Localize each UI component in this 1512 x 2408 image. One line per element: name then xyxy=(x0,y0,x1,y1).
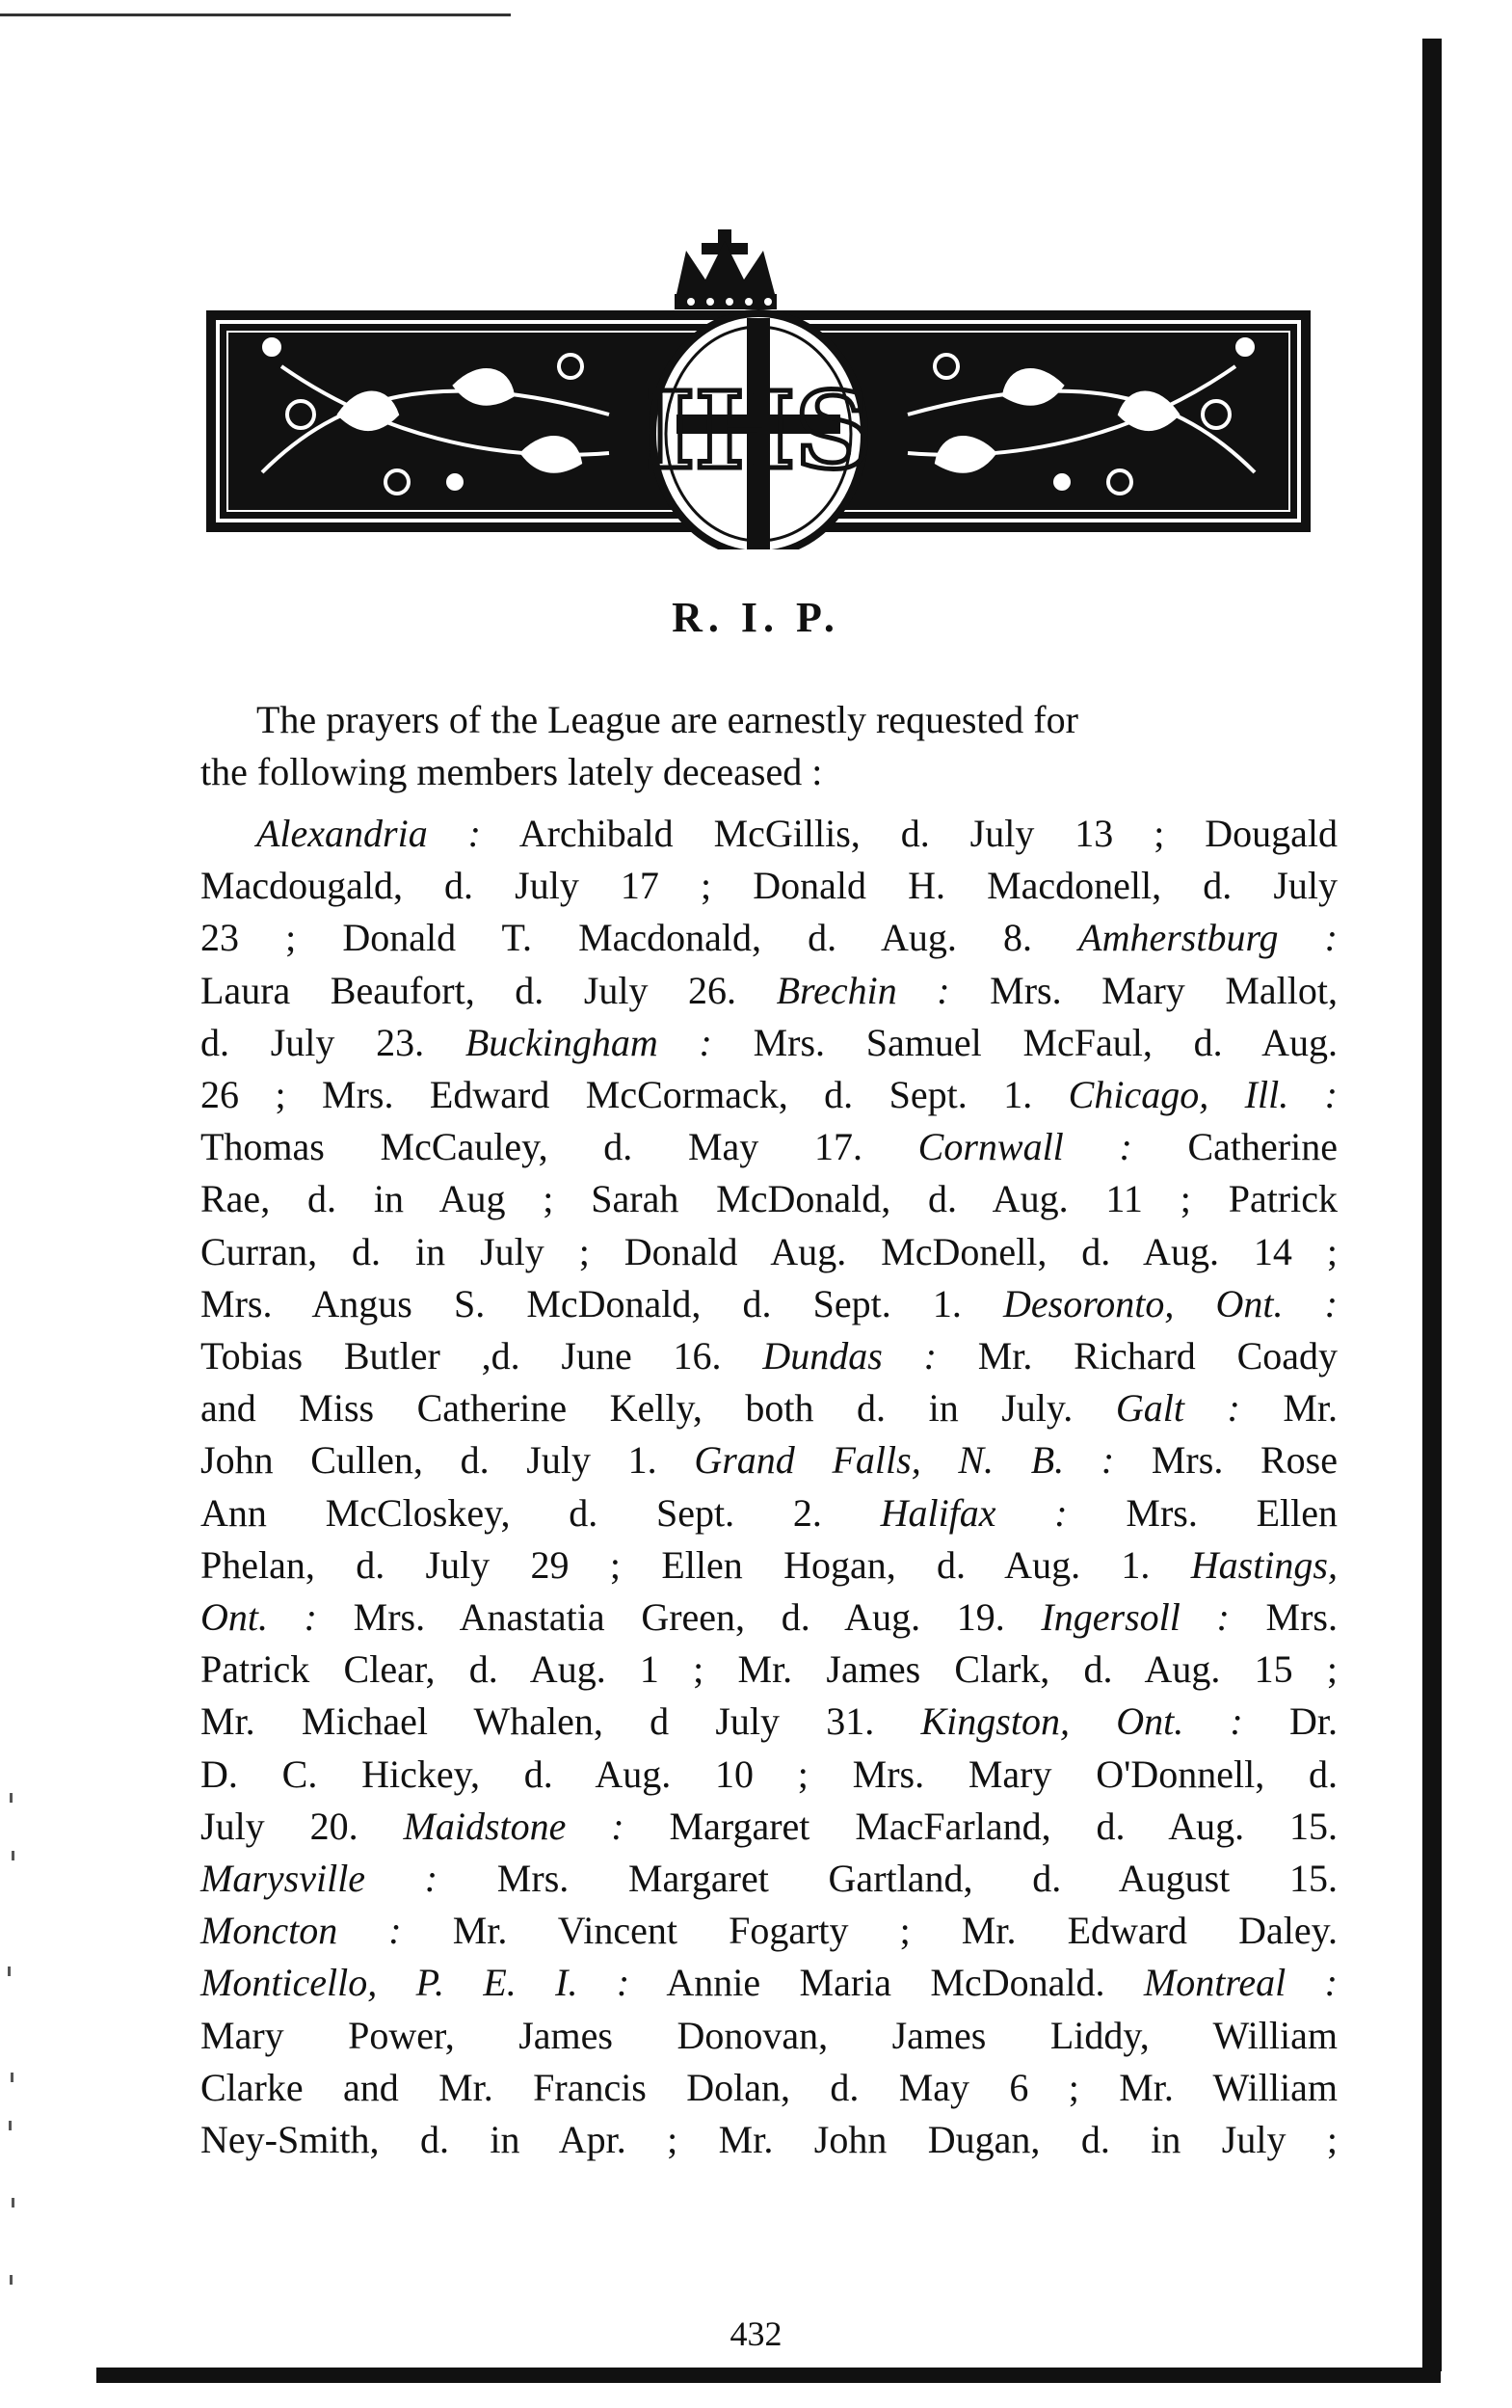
place-name: Chicago, Ill. : xyxy=(1068,1073,1338,1117)
ornamental-headpiece xyxy=(204,222,1313,549)
obituary-line xyxy=(200,1644,1338,1696)
obituary-line xyxy=(200,2114,1338,2166)
intro-line: The prayers of the League are earnestly requested for xyxy=(256,698,1078,741)
obituary-text: Mr. Michael Whalen, d July 31. xyxy=(200,1699,921,1744)
intro-line: the following members lately deceased : xyxy=(200,750,823,793)
place-name: Ont. : xyxy=(200,1595,317,1640)
scan-top-line xyxy=(0,13,511,16)
obituary-line xyxy=(200,912,1338,964)
place-name: Moncton : xyxy=(200,1909,402,1953)
obituary-text: Mr. Richard Coady xyxy=(936,1334,1339,1378)
obituary-text: Mrs. Angus S. McDonald, d. Sept. 1. xyxy=(200,1281,1004,1325)
obituary-text: Curran, d. in July ; Donald Aug. McDonell, d. Aug. 14 ; xyxy=(200,1229,1338,1273)
obituary-text: Mrs. Rose xyxy=(1114,1438,1339,1483)
obituary-line xyxy=(200,1173,1338,1225)
obituary-text: John Cullen, d. July 1. xyxy=(200,1438,695,1483)
place-name: Marysville : xyxy=(200,1857,438,1901)
obituary-text: Margaret MacFarland, d. Aug. 15. xyxy=(623,1804,1338,1848)
obituary-text: and Miss Catherine Kelly, both d. in July. xyxy=(200,1386,1116,1431)
obituary-text: Mrs. Margaret Gartland, d. August 15. xyxy=(438,1857,1338,1901)
obituary-line xyxy=(200,1853,1338,1905)
place-name: Buckingham : xyxy=(464,1020,712,1064)
obituary-text: Mary Power, James Donovan, James Liddy, William xyxy=(200,2013,1338,2057)
intro-paragraph xyxy=(200,694,1338,798)
place-name: Grand Falls, N. B. : xyxy=(694,1438,1115,1483)
place-name: Brechin : xyxy=(776,968,950,1012)
obituary-text: July 20. xyxy=(200,1804,404,1848)
obituary-text: Mrs. Ellen xyxy=(1067,1490,1338,1535)
obituary-text: Mr. Vincent Fogarty ; Mr. Edward Daley. xyxy=(401,1909,1338,1953)
obituary-text: Macdougald, d. July 17 ; Donald H. Macdonell, d. July xyxy=(200,864,1338,908)
obituary-line xyxy=(200,808,1338,860)
place-name: Dundas : xyxy=(762,1334,937,1378)
place-name: Ingersoll : xyxy=(1041,1595,1230,1640)
obituary-line xyxy=(200,1801,1338,1853)
obituary-line xyxy=(200,2062,1338,2114)
obituary-line xyxy=(200,2010,1338,2062)
place-name: Kingston, Ont. : xyxy=(920,1699,1243,1744)
place-name: Amherstburg : xyxy=(1078,916,1338,960)
place-name: Cornwall : xyxy=(917,1125,1132,1169)
obituary-line xyxy=(200,1226,1338,1278)
obituary-text: Ney-Smith, d. in Apr. ; Mr. John Dugan, d. in July ; xyxy=(200,2118,1338,2162)
obituary-text: Clarke and Mr. Francis Dolan, d. May 6 ; Mr. William xyxy=(200,2065,1338,2109)
obituary-text: Annie Maria McDonald. xyxy=(629,1961,1144,2005)
obituary-line xyxy=(200,1382,1338,1434)
scan-right-border xyxy=(1422,39,1442,2371)
obituary-text: Ann McCloskey, d. Sept. 2. xyxy=(200,1490,881,1535)
obituary-text: Mrs. Anastatia Green, d. Aug. 19. xyxy=(317,1595,1042,1640)
obituary-text: Patrick Clear, d. Aug. 1 ; Mr. James Clark, d. Aug. 15 ; xyxy=(200,1647,1338,1692)
obituary-text: Rae, d. in Aug ; Sarah McDonald, d. Aug. 11 ; Patrick xyxy=(200,1177,1338,1221)
obituary-line xyxy=(200,1121,1338,1173)
obituary-text: 23 ; Donald T. Macdonald, d. Aug. 8. xyxy=(200,916,1079,960)
obituary-line xyxy=(200,1330,1338,1382)
obituary-text: Dr. xyxy=(1242,1699,1338,1744)
obituary-text: Mrs. xyxy=(1229,1595,1338,1640)
crown-icon xyxy=(675,229,777,309)
place-name: Monticello, P. E. I. : xyxy=(200,1961,630,2005)
obituary-text: Thomas McCauley, d. May 17. xyxy=(200,1125,918,1169)
place-name: Halifax : xyxy=(880,1490,1068,1535)
obituary-line xyxy=(200,1487,1338,1539)
obituary-text: Mrs. Mary Mallot, xyxy=(949,968,1338,1012)
obituary-line xyxy=(200,1749,1338,1801)
obituary-text: Mr. xyxy=(1239,1386,1338,1431)
obituary-text: Laura Beaufort, d. July 26. xyxy=(200,968,777,1012)
obituary-line xyxy=(200,965,1338,1017)
place-name: Desoronto, Ont. : xyxy=(1003,1281,1338,1325)
place-name: Maidstone : xyxy=(403,1804,624,1848)
obituary-line xyxy=(200,1017,1338,1069)
svg-text:IHS: IHS xyxy=(645,368,872,493)
obituary-line xyxy=(200,1905,1338,1957)
page-number: 432 xyxy=(729,2314,783,2353)
scan-left-marks xyxy=(6,1793,21,2333)
obituary-line xyxy=(200,1696,1338,1748)
place-name: Hastings, xyxy=(1190,1542,1338,1587)
ihs-monogram-medallion xyxy=(646,313,872,549)
obituary-line xyxy=(200,1592,1338,1644)
obituary-list xyxy=(200,808,1338,2166)
obituary-text: Mrs. Samuel McFaul, d. Aug. xyxy=(711,1020,1339,1064)
obituary-text: Catherine xyxy=(1131,1125,1338,1169)
obituary-text: d. July 23. xyxy=(200,1020,465,1064)
place-name: Montreal : xyxy=(1143,1961,1338,2005)
obituary-line xyxy=(200,1957,1338,2009)
obituary-line xyxy=(200,1434,1338,1486)
obituary-text: Phelan, d. July 29 ; Ellen Hogan, d. Aug. 1. xyxy=(200,1542,1191,1587)
obituary-text: Archibald McGillis, d. July 13 ; Dougald xyxy=(480,812,1338,855)
obituary-text: 26 ; Mrs. Edward McCormack, d. Sept. 1. xyxy=(200,1073,1069,1117)
obituary-text: Tobias Butler ,d. June 16. xyxy=(200,1334,763,1378)
obituary-line xyxy=(200,1539,1338,1592)
page-title: R. I. P. xyxy=(672,594,840,641)
obituary-line xyxy=(200,1278,1338,1330)
obituary-text: D. C. Hickey, d. Aug. 10 ; Mrs. Mary O'Donnell, d. xyxy=(200,1752,1338,1796)
obituary-line xyxy=(200,1069,1338,1121)
place-name: Alexandria : xyxy=(256,812,481,855)
scan-bottom-border xyxy=(96,2368,1441,2383)
place-name: Galt : xyxy=(1115,1386,1240,1431)
obituary-line xyxy=(200,860,1338,912)
